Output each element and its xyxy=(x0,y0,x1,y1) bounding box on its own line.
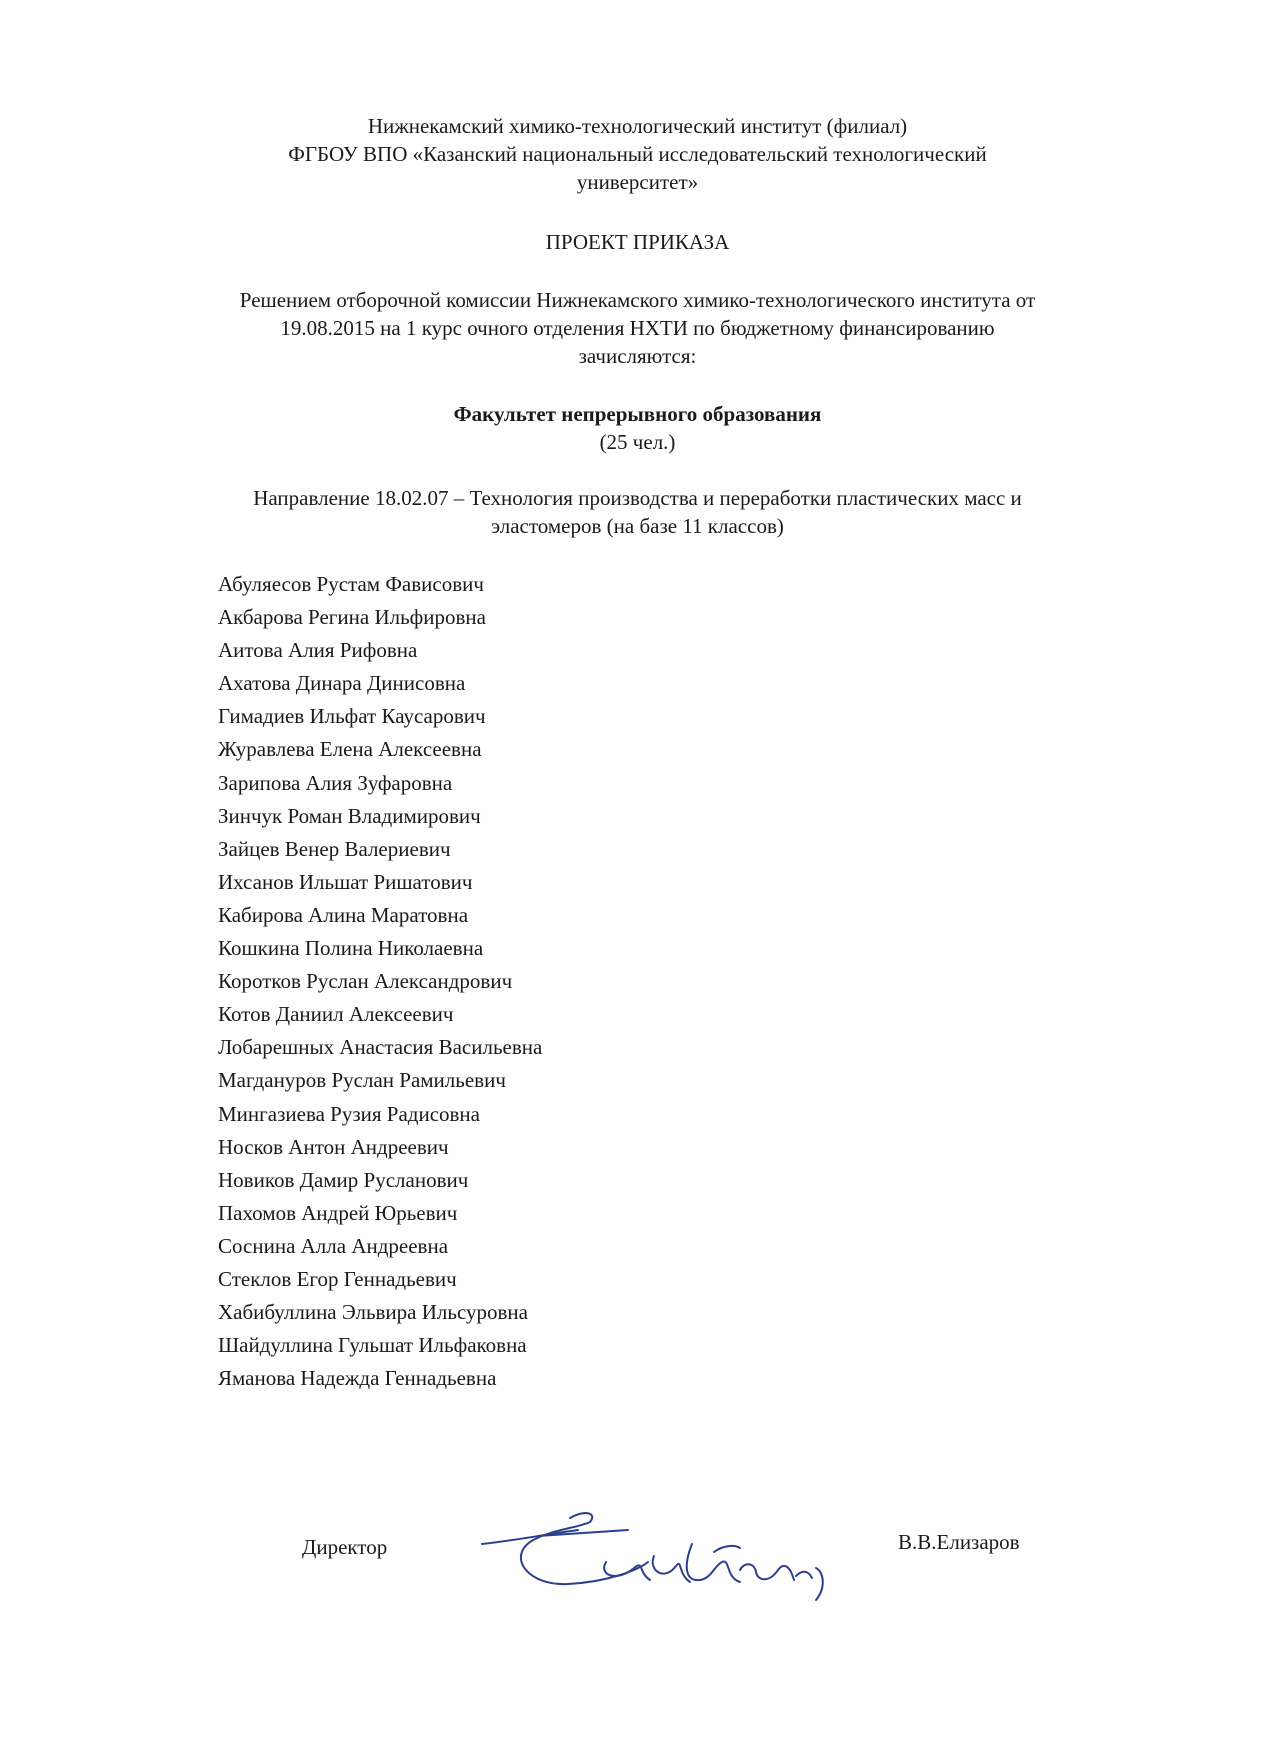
student-name: Ахатова Динара Динисовна xyxy=(218,671,466,696)
student-name: Зайцев Венер Валериевич xyxy=(218,836,451,861)
direction-line: Направление 18.02.07 – Технология производства и переработки пластических масс и xyxy=(253,486,1022,510)
header-line: Нижнекамский химико-технологический институт (филиал) xyxy=(367,114,908,138)
student-name: Коротков Руслан Александрович xyxy=(218,969,513,994)
student-name: Мингазиева Рузия Радисовна xyxy=(218,1101,480,1126)
handwritten-signature xyxy=(478,1500,878,1610)
student-name: Журавлева Елена Алексеевна xyxy=(218,737,482,762)
student-name: Зинчук Роман Владимирович xyxy=(218,803,481,828)
decision-line: 19.08.2015 на 1 курс очного отделения НХТИ по бюджетному финансированию xyxy=(280,316,995,340)
direction-line: эластомеров (на базе 11 классов) xyxy=(491,514,784,538)
student-name: Носков Антон Андреевич xyxy=(218,1134,449,1159)
student-name: Акбарова Регина Ильфировна xyxy=(218,605,486,630)
faculty-block xyxy=(150,400,1125,456)
signature-ink xyxy=(482,1513,823,1600)
student-name: Хабибуллина Эльвира Ильсуровна xyxy=(218,1300,528,1325)
student-name: Магдануров Руслан Рамильевич xyxy=(218,1068,506,1093)
signatory-name: В.В.Елизаров xyxy=(898,1530,1020,1554)
student-name: Зарипова Алия Зуфаровна xyxy=(218,770,453,795)
student-name: Кошкина Полина Николаевна xyxy=(218,936,484,961)
student-name: Стеклов Егор Геннадьевич xyxy=(218,1266,457,1291)
decision-line: зачисляются: xyxy=(578,344,697,368)
direction-block xyxy=(150,484,1125,540)
faculty-name: Факультет непрерывного образования xyxy=(453,402,822,426)
student-name: Кабирова Алина Маратовна xyxy=(218,902,469,927)
student-name: Пахомов Андрей Юрьевич xyxy=(218,1200,458,1225)
institution-header xyxy=(150,112,1125,196)
header-line: университет» xyxy=(576,170,699,194)
student-name: Аитова Алия Рифовна xyxy=(218,638,418,663)
decision-paragraph xyxy=(150,286,1125,370)
student-name: Абуляесов Рустам Фависович xyxy=(218,572,484,596)
header-line: ФГБОУ ВПО «Казанский национальный исследовательский технологический xyxy=(288,142,987,166)
student-name: Гимадиев Ильфат Каусарович xyxy=(218,704,486,729)
student-name: Ихсанов Ильшат Ришатович xyxy=(218,869,473,894)
student-name: Новиков Дамир Русланович xyxy=(218,1167,469,1192)
faculty-count: (25 чел.) xyxy=(599,430,676,454)
student-name: Лобарешных Анастасия Васильевна xyxy=(218,1035,543,1060)
student-name: Яманова Надежда Геннадьевна xyxy=(218,1366,497,1391)
decision-line: Решением отборочной комиссии Нижнекамского химико-технологического института от xyxy=(239,288,1036,312)
signatory-title: Директор xyxy=(302,1535,388,1559)
document-title: ПРОЕКТ ПРИКАЗА xyxy=(545,230,730,254)
student-name: Котов Даниил Алексеевич xyxy=(218,1002,454,1027)
student-name: Соснина Алла Андреевна xyxy=(218,1233,449,1258)
student-name: Шайдуллина Гульшат Ильфаковна xyxy=(218,1333,527,1358)
student-list xyxy=(218,568,542,1395)
